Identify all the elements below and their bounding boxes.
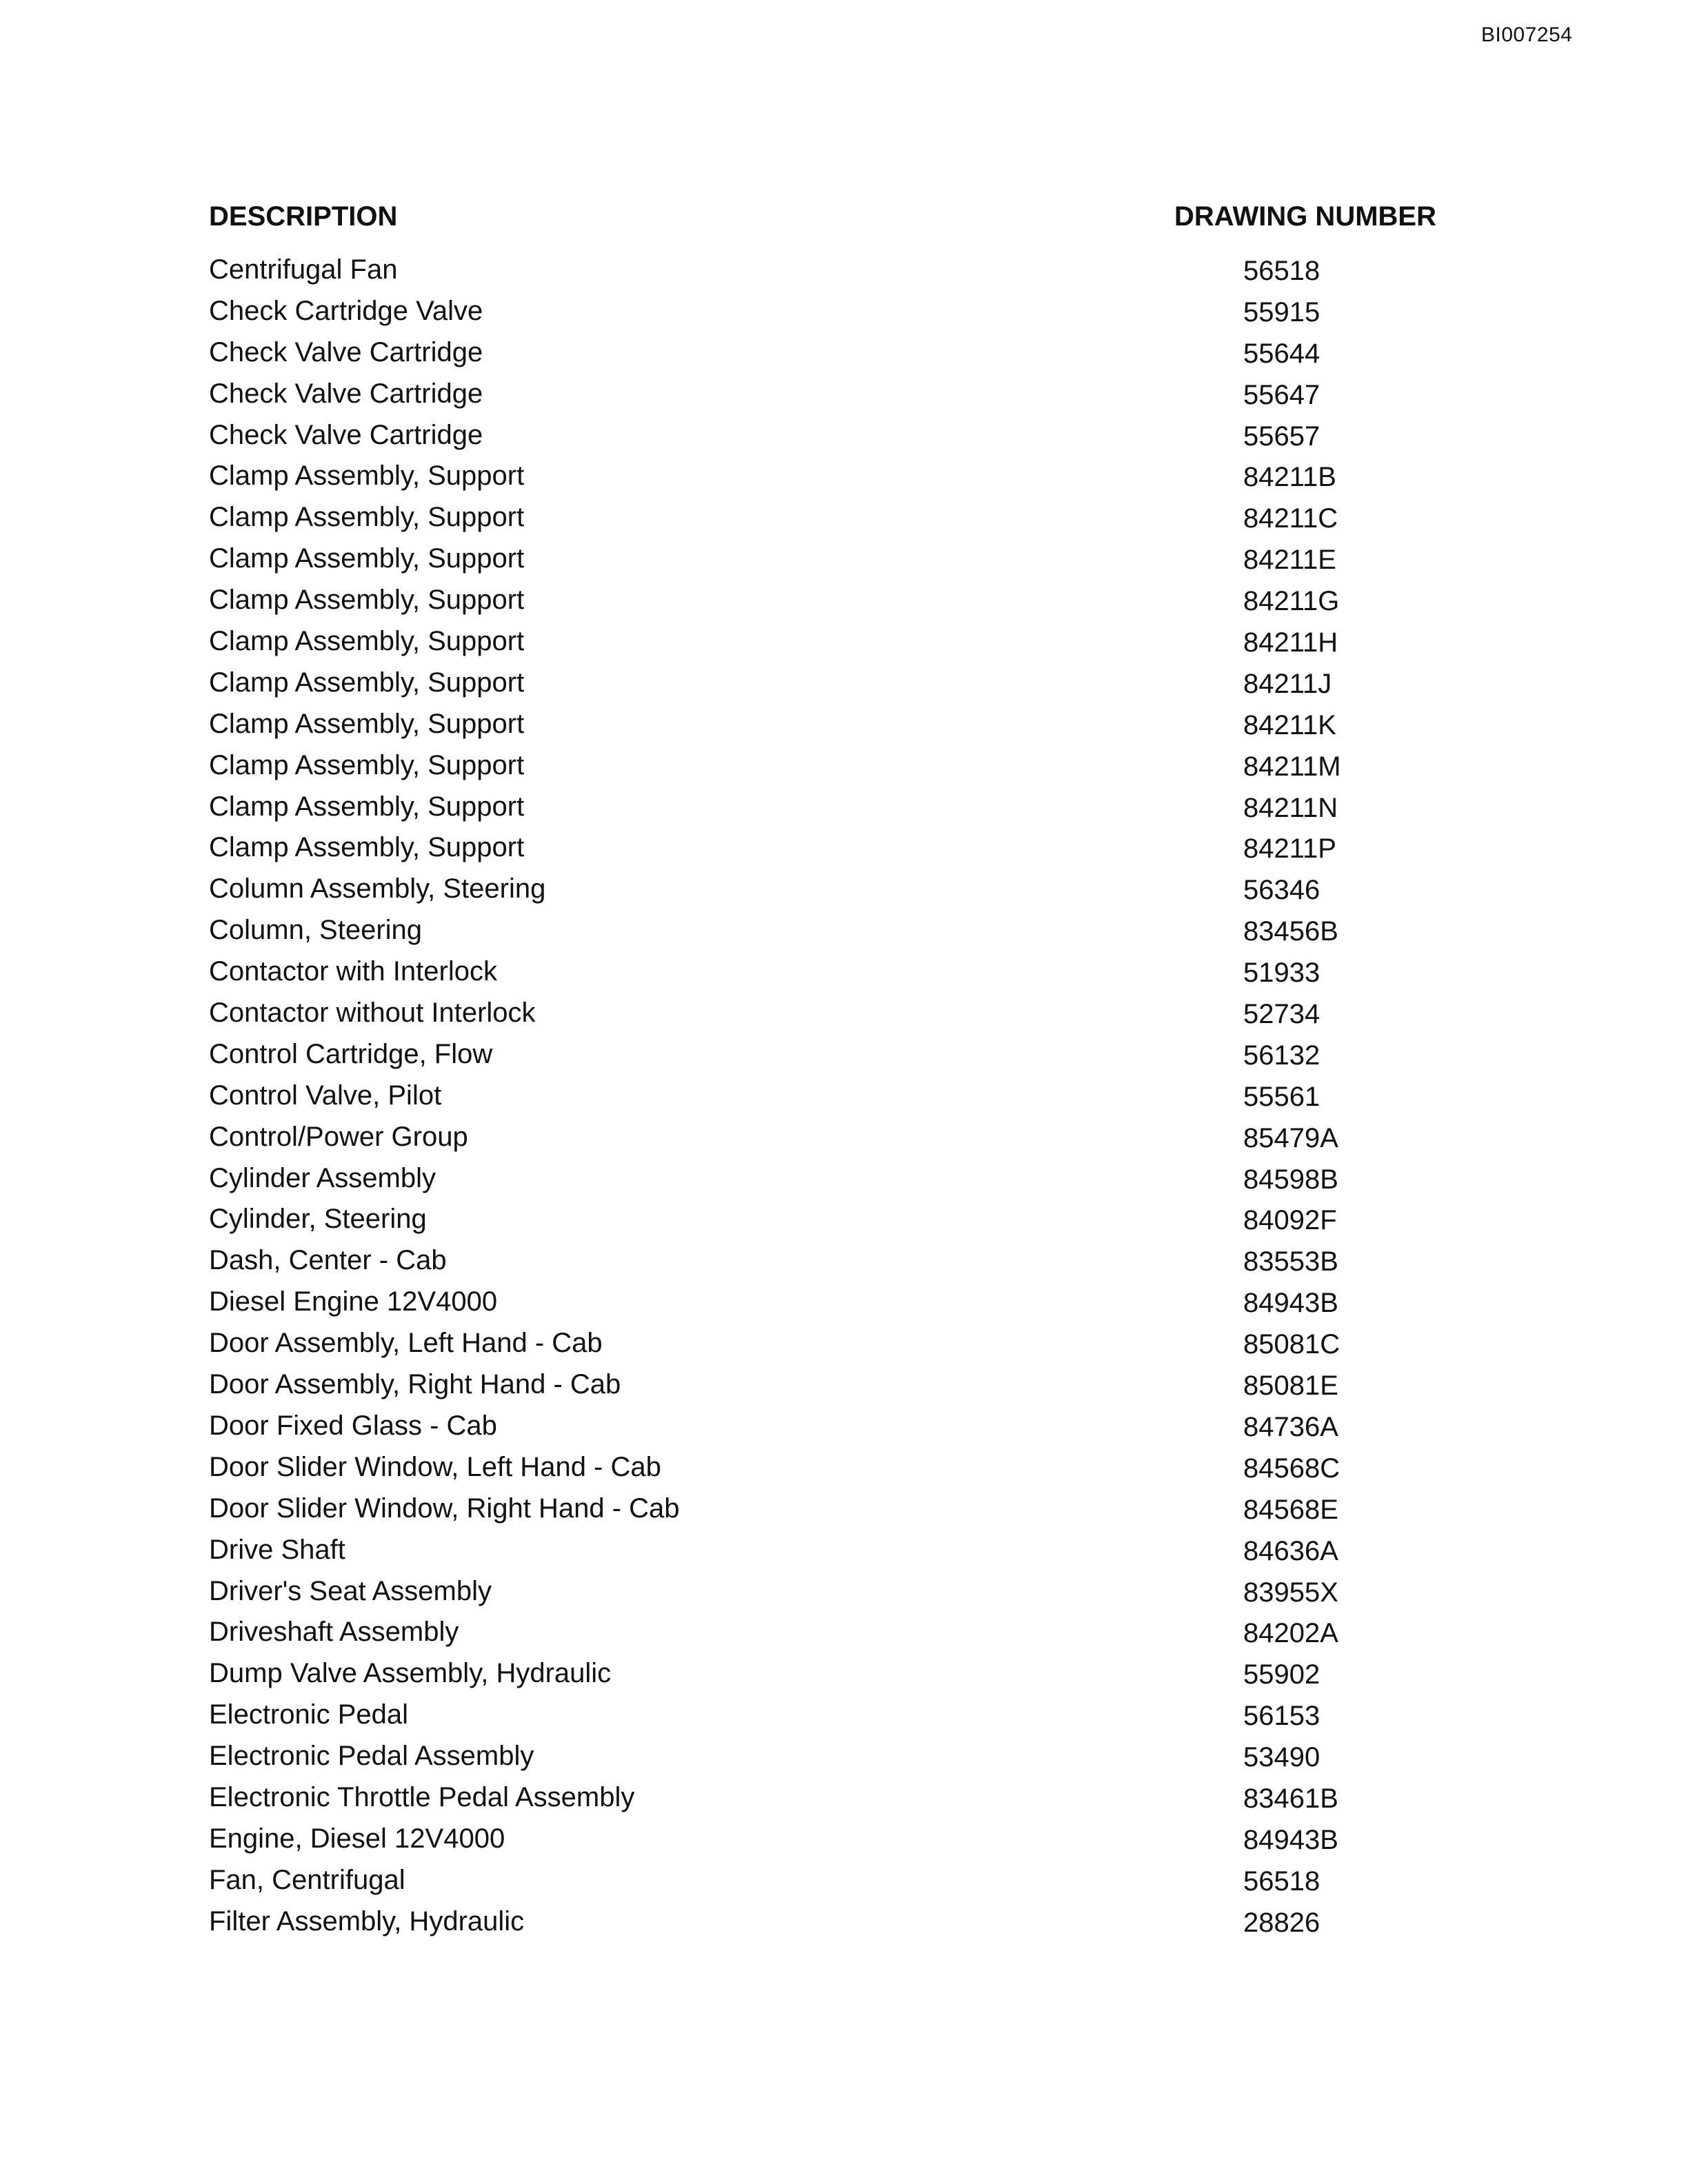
drawing-number: 84598B — [1243, 1164, 1338, 1195]
list-item — [0, 1533, 1688, 1574]
list-item — [0, 1739, 1688, 1780]
part-description: Control Cartridge, Flow — [209, 1038, 493, 1069]
list-item — [0, 1161, 1688, 1202]
part-description: Clamp Assembly, Support — [209, 626, 525, 657]
drawing-number: 84736A — [1243, 1411, 1338, 1442]
drawing-number: 85081E — [1243, 1371, 1338, 1402]
part-description: Clamp Assembly, Support — [209, 667, 525, 698]
drawing-number: 84211M — [1243, 751, 1341, 782]
drawing-number: 84943B — [1243, 1288, 1338, 1319]
part-description: Column, Steering — [209, 915, 423, 946]
part-description: Clamp Assembly, Support — [209, 832, 525, 863]
part-description: Dash, Center - Cab — [209, 1245, 447, 1276]
drawing-number: 84211E — [1243, 545, 1336, 576]
part-description: Engine, Diesel 12V4000 — [209, 1823, 505, 1854]
list-item — [0, 1202, 1688, 1243]
part-description: Check Valve Cartridge — [209, 336, 483, 367]
part-description: Electronic Throttle Pedal Assembly — [209, 1781, 635, 1812]
list-item — [0, 1326, 1688, 1367]
list-item — [0, 1821, 1688, 1863]
drawing-number: 52734 — [1243, 999, 1320, 1030]
list-item — [0, 789, 1688, 831]
list-item — [0, 583, 1688, 624]
drawing-number: 55902 — [1243, 1659, 1320, 1690]
parts-list — [0, 252, 1688, 1945]
part-description: Filter Assembly, Hydraulic — [209, 1905, 525, 1937]
list-item — [0, 500, 1688, 541]
list-item — [0, 1450, 1688, 1491]
drawing-number: 84211N — [1243, 792, 1338, 823]
part-description: Check Valve Cartridge — [209, 378, 483, 409]
drawing-number: 84202A — [1243, 1618, 1338, 1649]
drawing-number: 56153 — [1243, 1701, 1320, 1732]
list-item — [0, 1037, 1688, 1078]
list-item — [0, 707, 1688, 748]
part-description: Clamp Assembly, Support — [209, 749, 525, 780]
drawing-number: 56346 — [1243, 875, 1320, 906]
drawing-number: 84568E — [1243, 1494, 1338, 1525]
drawing-number: 51933 — [1243, 958, 1320, 989]
part-description: Diesel Engine 12V4000 — [209, 1286, 498, 1317]
drawing-number: 56518 — [1243, 256, 1320, 286]
drawing-number: 53490 — [1243, 1742, 1320, 1773]
drawing-number: 84211G — [1243, 586, 1340, 617]
part-description: Column Assembly, Steering — [209, 873, 546, 904]
part-description: Driveshaft Assembly — [209, 1617, 459, 1648]
drawing-number: 84092F — [1243, 1205, 1337, 1236]
list-item — [0, 418, 1688, 459]
list-item — [0, 954, 1688, 995]
part-description: Centrifugal Fan — [209, 254, 398, 285]
part-description: Driver's Seat Assembly — [209, 1575, 492, 1606]
part-description: Door Slider Window, Left Hand - Cab — [209, 1451, 661, 1482]
drawing-number: 83456B — [1243, 916, 1338, 947]
list-item — [0, 541, 1688, 583]
list-item — [0, 1780, 1688, 1821]
drawing-number: 84568C — [1243, 1453, 1340, 1484]
drawing-number-column-header: DRAWING NUMBER — [1174, 201, 1436, 232]
list-item — [0, 1615, 1688, 1656]
part-description: Drive Shaft — [209, 1534, 345, 1565]
part-description: Cylinder Assembly — [209, 1162, 436, 1193]
list-item — [0, 665, 1688, 707]
list-item — [0, 1656, 1688, 1697]
description-column-header: DESCRIPTION — [209, 201, 398, 232]
part-description: Clamp Assembly, Support — [209, 543, 525, 574]
part-description: Contactor with Interlock — [209, 956, 497, 987]
list-item — [0, 1243, 1688, 1284]
list-item — [0, 376, 1688, 418]
drawing-number: 83955X — [1243, 1577, 1338, 1608]
drawing-number: 84211H — [1243, 627, 1338, 658]
list-item — [0, 1367, 1688, 1408]
part-description: Dump Valve Assembly, Hydraulic — [209, 1658, 612, 1689]
drawing-number: 84211B — [1243, 462, 1336, 493]
list-item — [0, 1491, 1688, 1533]
part-description: Control Valve, Pilot — [209, 1080, 442, 1111]
list-item — [0, 252, 1688, 294]
drawing-number: 84211J — [1243, 668, 1332, 699]
part-description: Check Valve Cartridge — [209, 419, 483, 450]
part-description: Door Assembly, Left Hand - Cab — [209, 1328, 603, 1359]
part-description: Electronic Pedal — [209, 1699, 409, 1730]
drawing-number: 55561 — [1243, 1081, 1320, 1112]
drawing-number: 28826 — [1243, 1907, 1320, 1938]
part-description: Door Assembly, Right Hand - Cab — [209, 1369, 621, 1400]
list-item — [0, 1697, 1688, 1739]
list-item — [0, 748, 1688, 789]
list-item — [0, 1863, 1688, 1904]
drawing-number: 55647 — [1243, 379, 1320, 410]
list-item — [0, 871, 1688, 913]
part-description: Clamp Assembly, Support — [209, 791, 525, 822]
part-description: Cylinder, Steering — [209, 1204, 427, 1235]
part-description: Clamp Assembly, Support — [209, 585, 525, 616]
list-item — [0, 995, 1688, 1037]
list-item — [0, 1574, 1688, 1615]
drawing-number: 85479A — [1243, 1122, 1338, 1153]
list-item — [0, 913, 1688, 954]
drawing-number: 83553B — [1243, 1246, 1338, 1277]
list-item — [0, 458, 1688, 500]
list-item — [0, 1408, 1688, 1450]
list-item — [0, 1120, 1688, 1161]
drawing-number: 84211P — [1243, 833, 1336, 865]
list-item — [0, 830, 1688, 871]
part-description: Clamp Assembly, Support — [209, 502, 525, 533]
drawing-number: 83461B — [1243, 1783, 1338, 1814]
document-id: BI007254 — [1481, 23, 1573, 46]
part-description: Door Slider Window, Right Hand - Cab — [209, 1493, 680, 1524]
list-item — [0, 624, 1688, 665]
drawing-number: 56518 — [1243, 1866, 1320, 1897]
part-description: Electronic Pedal Assembly — [209, 1741, 534, 1772]
drawing-number: 55657 — [1243, 421, 1320, 452]
drawing-number: 56132 — [1243, 1040, 1320, 1071]
part-description: Clamp Assembly, Support — [209, 461, 525, 492]
part-description: Contactor without Interlock — [209, 998, 536, 1029]
part-description: Fan, Centrifugal — [209, 1864, 405, 1895]
drawing-number: 55644 — [1243, 338, 1320, 369]
drawing-number: 84636A — [1243, 1535, 1338, 1566]
part-description: Door Fixed Glass - Cab — [209, 1410, 497, 1441]
list-item — [0, 294, 1688, 335]
drawing-number: 84943B — [1243, 1824, 1338, 1855]
list-item — [0, 1284, 1688, 1326]
drawing-number: 84211C — [1243, 503, 1338, 534]
drawing-number: 84211K — [1243, 709, 1336, 740]
list-item — [0, 335, 1688, 376]
drawing-number: 55915 — [1243, 296, 1320, 327]
list-item — [0, 1078, 1688, 1120]
part-description: Control/Power Group — [209, 1121, 468, 1152]
list-item — [0, 1904, 1688, 1945]
part-description: Clamp Assembly, Support — [209, 708, 525, 739]
part-description: Check Cartridge Valve — [209, 295, 483, 326]
drawing-number: 85081C — [1243, 1329, 1340, 1360]
